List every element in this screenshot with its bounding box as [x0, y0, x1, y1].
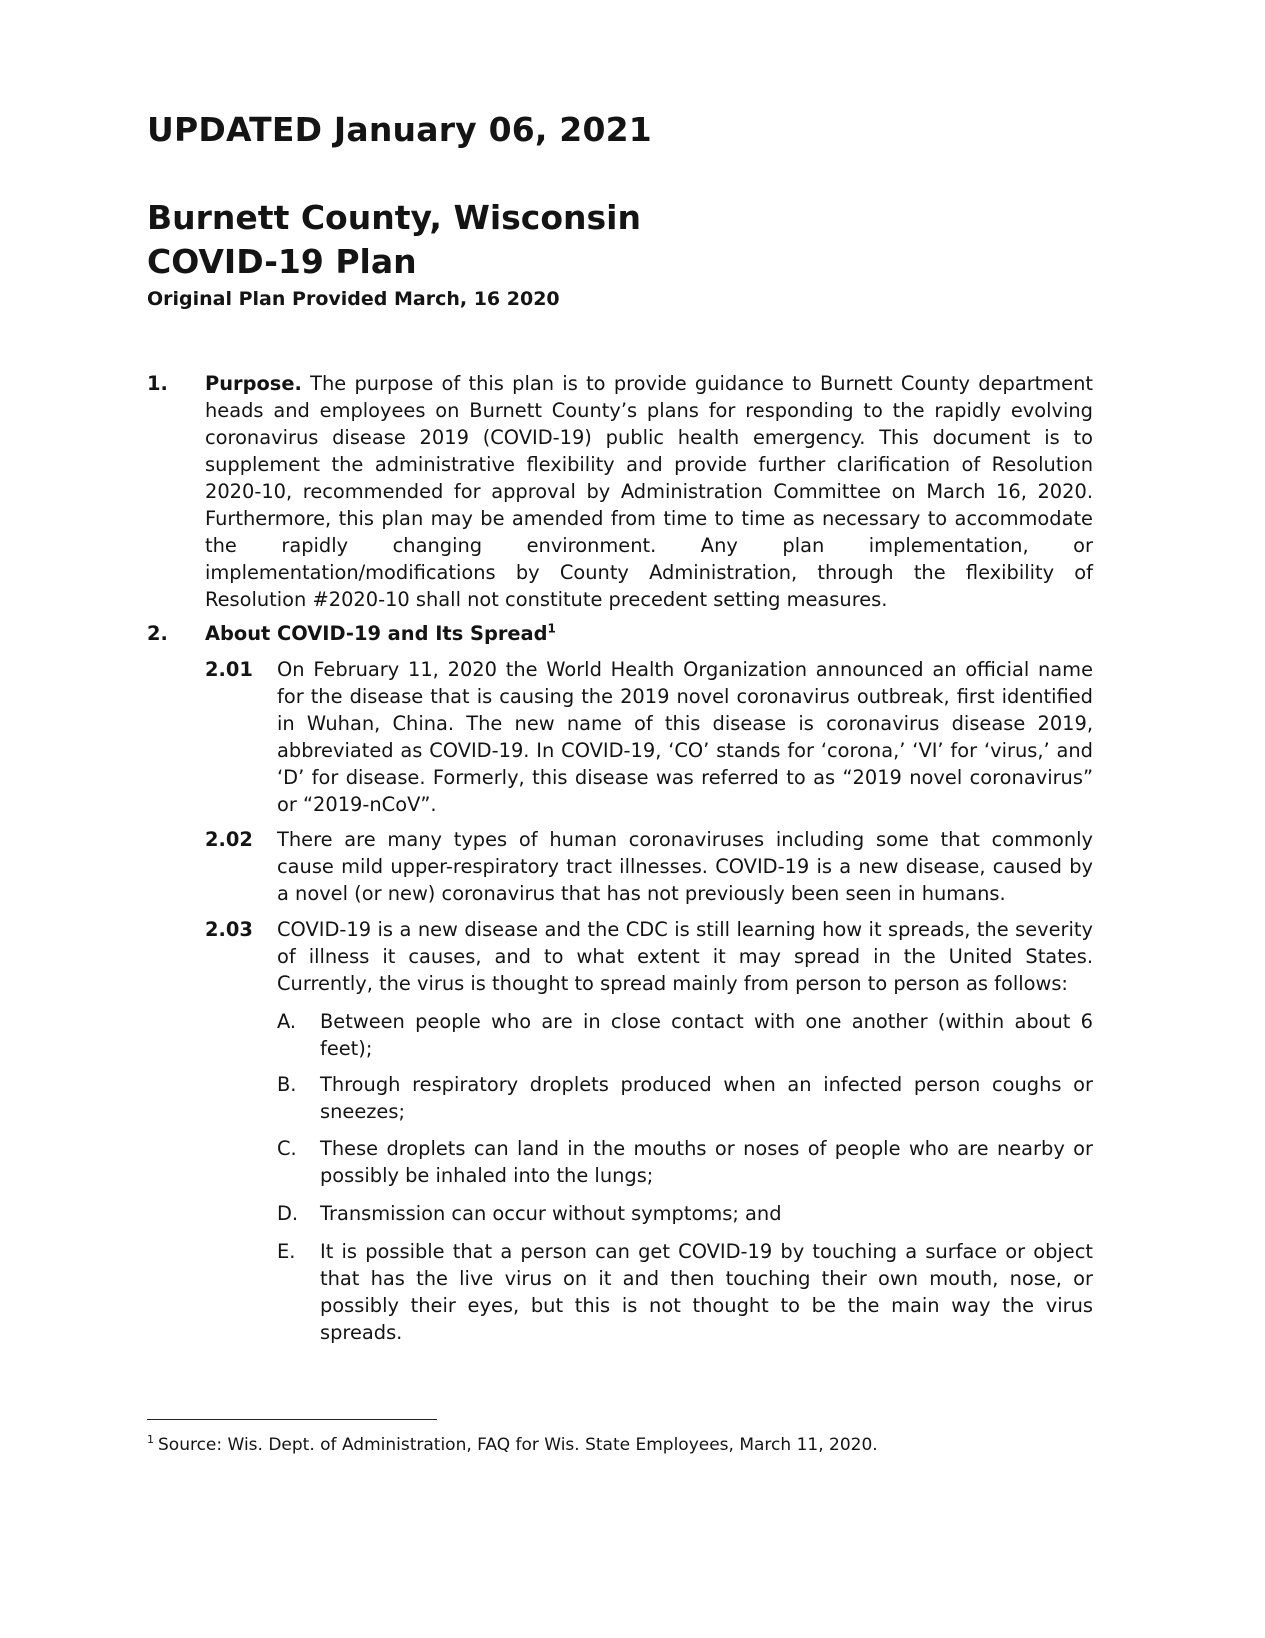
subsection-2-03-text: COVID-19 is a new disease and the CDC is still learning how it spreads, the severity of illness it causes, and to what extent it may spread in the United States. Currently, the virus is thought to spread mainly from person to person as follows: [277, 918, 1093, 995]
list-item-b-text: Through respiratory droplets produced when an infected person coughs or sneezes; [320, 1073, 1093, 1123]
footnote-marker: 1 [147, 1433, 154, 1447]
subsection-2-02-number: 2.02 [205, 828, 253, 851]
section-1-number: 1. [147, 372, 168, 395]
list-item-e-text: It is possible that a person can get COVID-19 by touching a surface or object that has the live virus on it and then touching their own mouth, nose, or possibly their eyes, but this is not thought to be the main way the virus spreads. [320, 1240, 1093, 1344]
purpose-label: Purpose. [205, 372, 302, 395]
list-item-a-letter: A. [277, 1010, 297, 1033]
list-item-e-letter: E. [277, 1240, 296, 1263]
document-title [147, 196, 641, 284]
purpose-text: The purpose of this plan is to provide guidance to Burnett County department heads and employees on Burnett County’s plans for responding to the rapidly evolving coronavirus disease 2019 (COVID-19) public health emergency. This document is to supplement the administrative flexibility and provide further clarification of Resolution 2020-10, recommended for approval by Administration Committee on March 16, 2020. Furthermore, this plan may be amended from time to time as necessary to accommodate the rapidly changing environment. Any plan implementation, or implementation/modifications by County Administration, through the flexibility of Resolution #2020-10 shall not constitute precedent setting measures. [205, 372, 1093, 611]
list-item-b-letter: B. [277, 1073, 297, 1096]
section-2-heading-text: About COVID-19 and Its Spread [205, 622, 548, 645]
list-item-c-letter: C. [277, 1137, 297, 1160]
subsection-2-01-number: 2.01 [205, 658, 253, 681]
title-line-county: Burnett County, Wisconsin [147, 198, 641, 237]
list-item-d-letter: D. [277, 1202, 299, 1225]
list-item-c-text: These droplets can land in the mouths or noses of people who are nearby or possibly be inhaled into the lungs; [320, 1137, 1093, 1187]
subsection-2-03-number: 2.03 [205, 918, 253, 941]
list-item-a-text: Between people who are in close contact with one another (within about 6 feet); [320, 1010, 1093, 1060]
section-1-purpose [205, 370, 1093, 613]
footnote-reference: 1 [547, 621, 556, 636]
footnote [147, 1433, 878, 1457]
section-2-heading [205, 620, 556, 647]
subsection-2-01-text: On February 11, 2020 the World Health Organization announced an official name for the disease that is causing the 2019 novel coronavirus outbreak, first identified in Wuhan, China. The new name of this disease is coronavirus disease 2019, abbreviated as COVID-19. In COVID-19, ‘CO’ stands for ‘corona,’ ‘VI’ for ‘virus,’ and ‘D’ for disease. Formerly, this disease was referred to as “2019 novel coronavirus” or “2019-nCoV”. [277, 658, 1093, 816]
list-item-d-text: Transmission can occur without symptoms; and [320, 1202, 782, 1225]
updated-date-heading: UPDATED January 06, 2021 [147, 110, 652, 149]
title-line-plan: COVID-19 Plan [147, 242, 417, 281]
footnote-text: Source: Wis. Dept. of Administration, FAQ for Wis. State Employees, March 11, 2020. [158, 1435, 878, 1455]
footnote-separator [147, 1419, 437, 1420]
subsection-2-02-text: There are many types of human coronaviruses including some that commonly cause mild upper-respiratory tract illnesses. COVID-19 is a new disease, caused by a novel (or new) coronavirus that has not previously been seen in humans. [277, 828, 1093, 905]
original-plan-subtitle: Original Plan Provided March, 16 2020 [147, 288, 560, 310]
section-2-number: 2. [147, 622, 168, 645]
